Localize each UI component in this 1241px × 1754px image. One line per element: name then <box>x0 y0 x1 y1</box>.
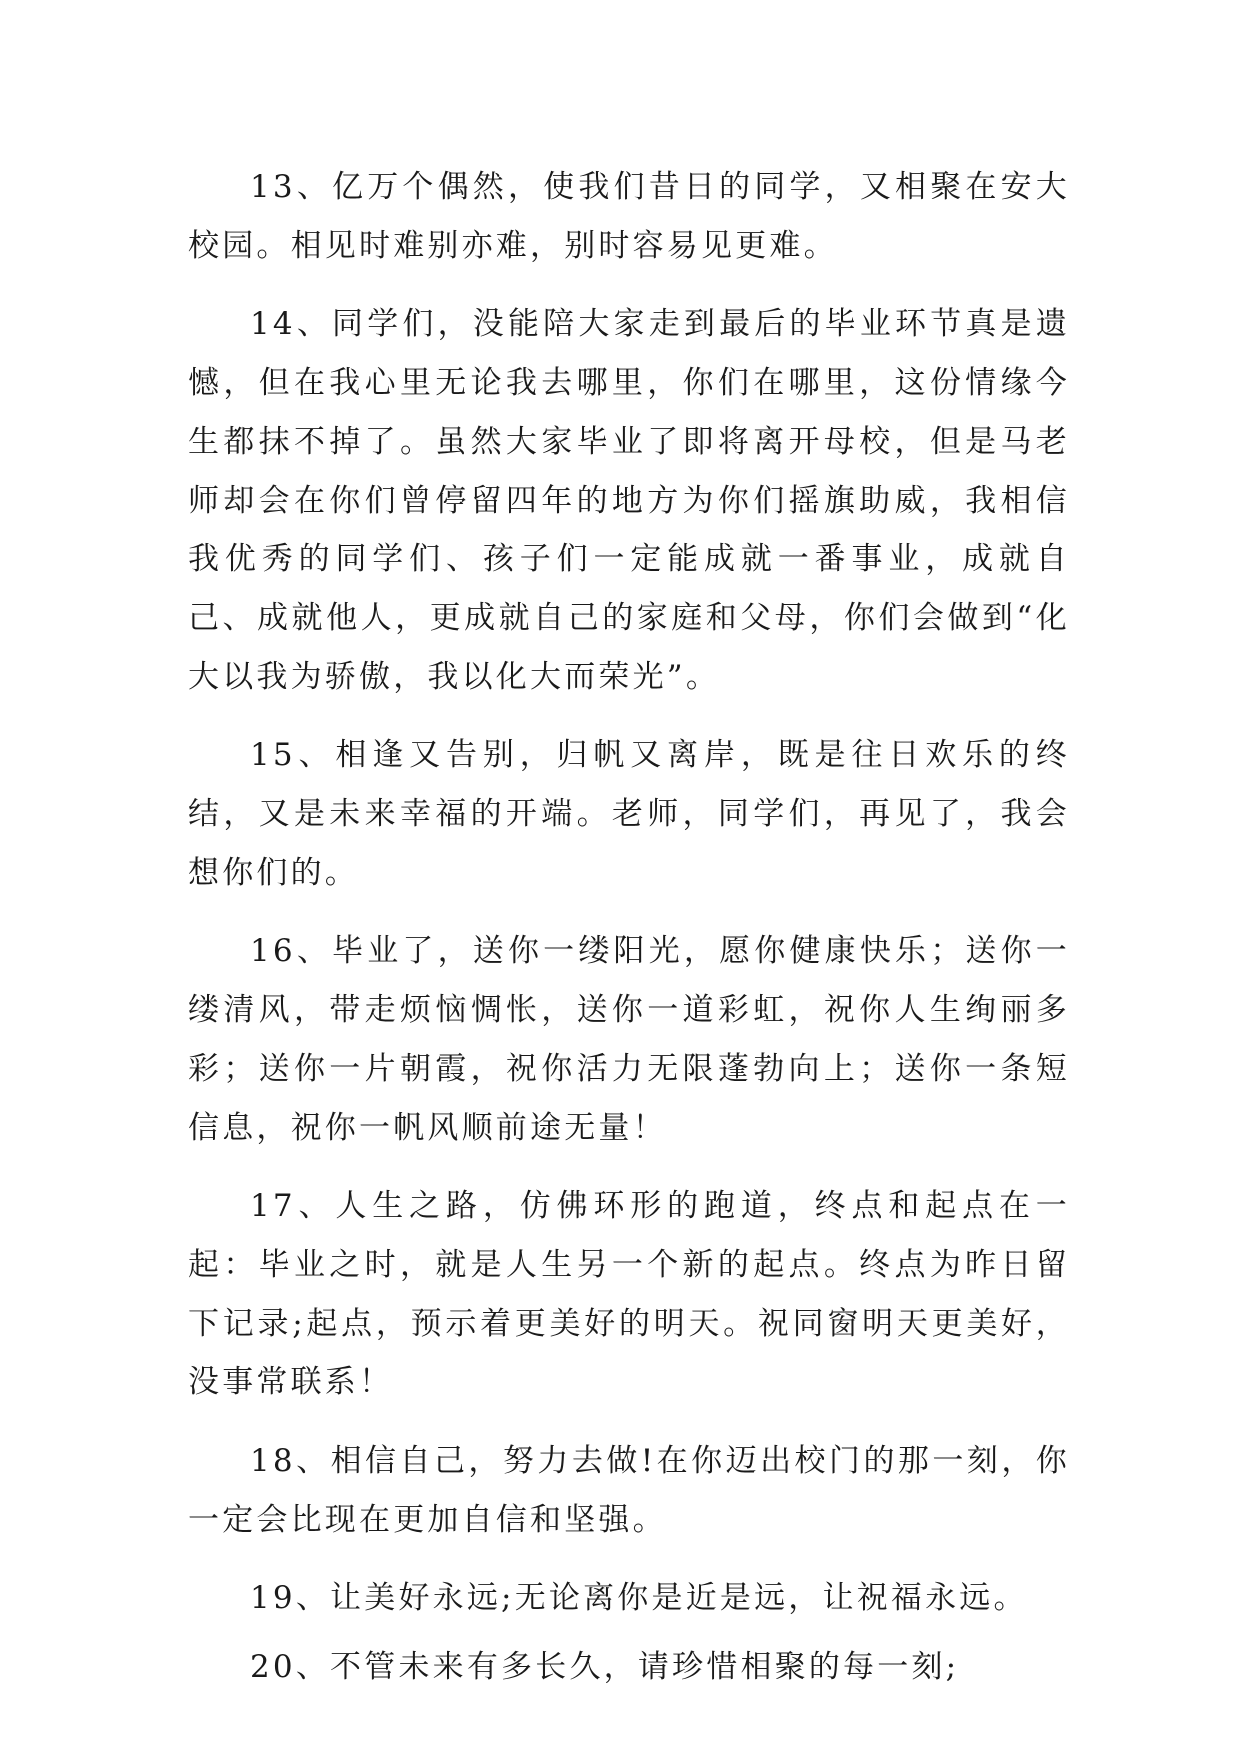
paragraph-17: 17、人生之路，仿佛环形的跑道，终点和起点在一起：毕业之时，就是人生另一个新的起点。终点为昨日留下记录;起点，预示着更美好的明天。祝同窗明天更美好，没事常联系！ <box>188 1188 1070 1401</box>
paragraph-16: 16、毕业了，送你一缕阳光，愿你健康快乐；送你一缕清风，带走烦恼惆怅，送你一道彩虹，祝你人生绚丽多彩；送你一片朝霞，祝你活力无限蓬勃向上；送你一条短信息，祝你一帆风顺前途无量！ <box>188 933 1070 1146</box>
paragraph-18: 18、相信自己，努力去做!在你迈出校门的那一刻，你一定会比现在更加自信和坚强。 <box>188 1443 1070 1538</box>
paragraph-14: 14、同学们，没能陪大家走到最后的毕业环节真是遗憾，但在我心里无论我去哪里，你们在哪里，这份情缘今生都抹不掉了。虽然大家毕业了即将离开母校，但是马老师却会在你们曾停留四年的地方为你们摇旗助威，我相信我优秀的同学们、孩子们一定能成就一番事业，成就自己、成就他人，更成就自己的家庭和父母，你们会做到“化大以我为骄傲，我以化大而荣光”。 <box>188 306 1070 695</box>
paragraph-19: 19、让美好永远;无论离你是近是远，让祝福永远。 <box>250 1580 1028 1617</box>
document-page <box>188 158 1070 1717</box>
paragraph-13: 13、亿万个偶然，使我们昔日的同学，又相聚在安大校园。相见时难别亦难，别时容易见更难。 <box>188 169 1070 264</box>
paragraph-15: 15、相逢又告别，归帆又离岸，既是往日欢乐的终结，又是未来幸福的开端。老师，同学们，再见了，我会想你们的。 <box>188 737 1070 891</box>
paragraph-20: 20、不管未来有多长久，请珍惜相聚的每一刻; <box>250 1649 960 1686</box>
